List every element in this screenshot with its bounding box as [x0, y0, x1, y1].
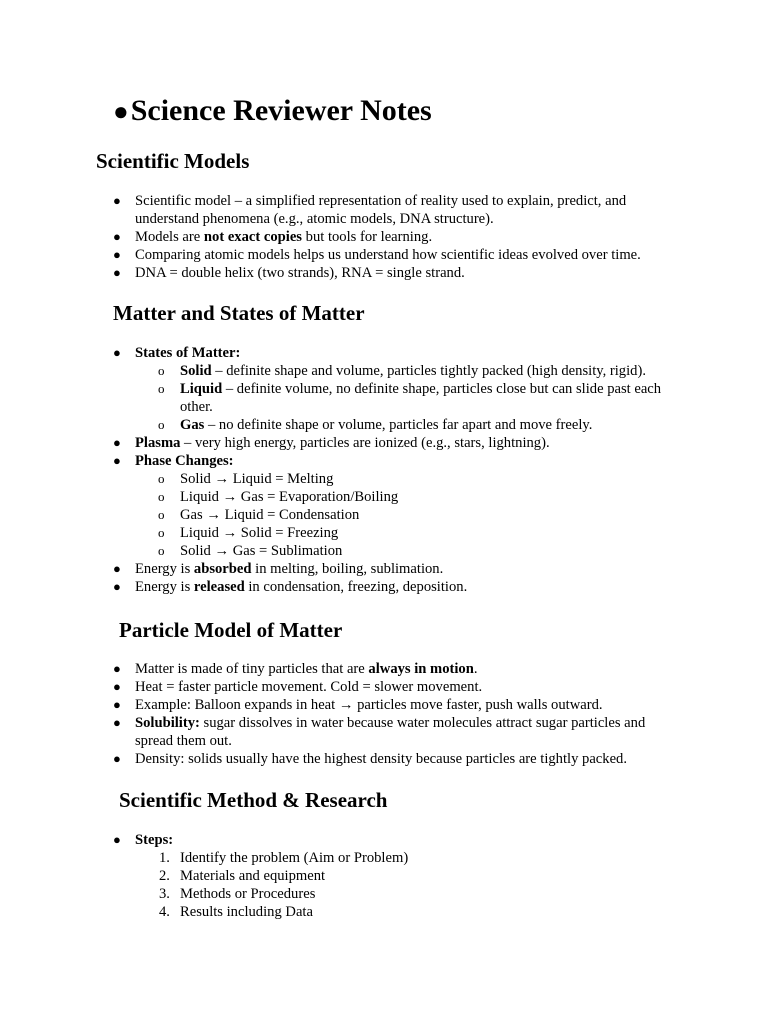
list-item-energy-released: ● Energy is released in condensation, freezing, deposition. [113, 579, 468, 595]
sublist-item: o Gas → Liquid = Condensation [158, 507, 360, 523]
step-item: 3. Methods or Procedures [159, 886, 316, 902]
step-item: 1. Identify the problem (Aim or Problem) [159, 850, 409, 866]
sublist-item-solid: o Solid – definite shape and volume, particles tightly packed (high density, rigid). [158, 363, 646, 379]
models-list [113, 192, 673, 282]
list-item: ● Scientific model – a simplified representation of reality used to explain, predict, and understand phenomena (e.g., atomic models, DNA structure). [113, 193, 627, 227]
list-item-states: ● States of Matter: o Solid – definite shape and volume, particles tightly packed (high density, rigid). o Liquid – definite volume, no definite shape, particles close but can slide past each other. o Gas – no definite shape or volume, particles far apart and move freely. [113, 344, 693, 434]
list-item-plasma: ● Plasma – very high energy, particles are ionized (e.g., stars, lightning). [113, 435, 550, 451]
step-item: 4. Results including Data [159, 904, 313, 920]
list-item-phase-changes: ● Phase Changes: o Solid → Liquid = Melting o Liquid → Gas = Evaporation/Boiling o Gas → Liquid = Condensation o Liquid → Solid = Freezing o Solid → Gas = Sublimation [113, 452, 693, 560]
list-item-density: ● Density: solids usually have the highest density because particles are tightly packed. [113, 751, 628, 767]
list-item-motion: ● Matter is made of tiny particles that are always in motion. [113, 661, 478, 677]
heading-scientific-models: Scientific Models [96, 149, 250, 173]
states-sublist [113, 362, 693, 434]
heading-scientific-method: Scientific Method & Research [119, 788, 388, 812]
sublist-item: o Liquid → Solid = Freezing [158, 525, 339, 541]
sublist-item-gas: o Gas – no definite shape or volume, particles far apart and move freely. [158, 417, 593, 433]
phase-sublist [113, 470, 693, 560]
method-list [113, 831, 673, 921]
heading-particle-model: Particle Model of Matter [119, 618, 343, 642]
steps-numbered-list [113, 849, 673, 921]
sublist-item: o Solid → Liquid = Melting [158, 471, 334, 487]
list-item: ● Comparing atomic models helps us understand how scientific ideas evolved over time. [113, 247, 641, 263]
title-text: Science Reviewer Notes [130, 94, 432, 127]
list-item: ● DNA = double helix (two strands), RNA = single strand. [113, 265, 465, 281]
step-item: 2. Materials and equipment [159, 868, 326, 884]
list-item-solubility: ● Solubility: sugar dissolves in water because water molecules attract sugar particles and spread them out. [113, 715, 646, 749]
heading-matter-states: Matter and States of Matter [113, 301, 365, 325]
list-item-heat: ● Heat = faster particle movement. Cold = slower movement. [113, 679, 483, 695]
sublist-item: o Solid → Gas = Sublimation [158, 543, 343, 559]
page-title [113, 92, 432, 131]
list-item-steps: ● Steps: 1. Identify the problem (Aim or Problem) 2. Materials and equipment 3. Methods or Procedures 4. Results including Data [113, 831, 673, 921]
particle-list [113, 660, 673, 768]
title-bullet: ● [113, 97, 129, 126]
list-item-energy-absorbed: ● Energy is absorbed in melting, boiling, sublimation. [113, 561, 444, 577]
list-item: ● Models are not exact copies but tools for learning. [113, 229, 433, 245]
matter-list [113, 344, 693, 596]
list-item-balloon: ● Example: Balloon expands in heat → particles move faster, push walls outward. [113, 697, 603, 713]
sublist-item-liquid: o Liquid – definite volume, no definite shape, particles close but can slide past each other. [158, 381, 662, 415]
sublist-item: o Liquid → Gas = Evaporation/Boiling [158, 489, 399, 505]
